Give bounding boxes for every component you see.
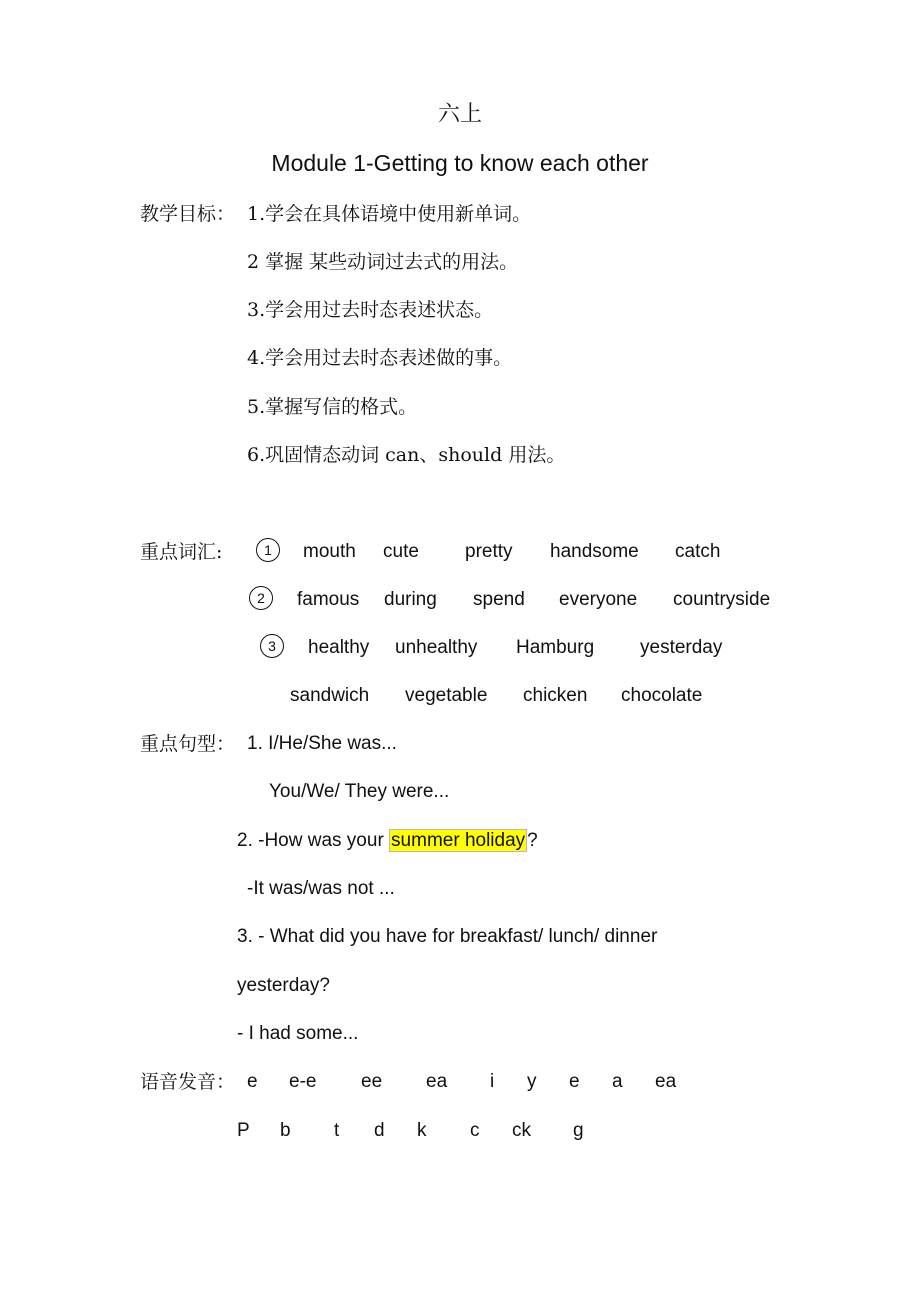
vocab-word: unhealthy xyxy=(395,637,478,658)
vocab-word: pretty xyxy=(465,541,513,562)
sentence-line: You/We/ They were... xyxy=(269,781,450,802)
phonics-vowel: i xyxy=(490,1071,495,1092)
vocab-word: countryside xyxy=(673,589,771,610)
vocab-word: everyone xyxy=(559,589,638,610)
vocab-word: catch xyxy=(675,541,721,562)
vocab-word: cute xyxy=(383,541,419,562)
grade-title: 六上 xyxy=(437,102,482,127)
sentence-line xyxy=(237,829,538,853)
vocab-word: sandwich xyxy=(290,685,370,706)
sentences-label: 重点句型： xyxy=(140,733,236,755)
vocab-word: yesterday xyxy=(640,637,723,658)
vocab-word: handsome xyxy=(550,541,639,562)
phonics-consonant: ck xyxy=(512,1120,531,1141)
objective-item: 1.学会在具体语境中使用新单词。 xyxy=(247,203,532,225)
sentence-line: yesterday? xyxy=(237,975,330,996)
vocab-word: famous xyxy=(297,589,360,610)
vocab-word: during xyxy=(384,589,437,610)
highlighted-phrase: summer holiday xyxy=(391,830,526,851)
phonics-consonant: t xyxy=(334,1120,340,1141)
module-title: Module 1-Getting to know each other xyxy=(271,150,649,176)
objective-item: 4.学会用过去时态表述做的事。 xyxy=(247,347,513,369)
objective-item: 5.掌握写信的格式。 xyxy=(247,396,418,418)
phonics-consonant: g xyxy=(573,1120,584,1141)
sentence-line: - I had some... xyxy=(237,1023,359,1044)
objective-item: 6.巩固情态动词 can、should 用法。 xyxy=(247,444,566,466)
sentence-line: -It was/was not ... xyxy=(247,878,395,899)
vocab-word: vegetable xyxy=(405,685,488,706)
phonics-consonant: b xyxy=(280,1120,291,1141)
group-marker-1: 1 xyxy=(256,538,280,562)
phonics-label: 语音发音： xyxy=(140,1071,236,1093)
sentence-line: 3. - What did you have for breakfast/ lunch/ dinner xyxy=(237,926,658,947)
phonics-vowel: ee xyxy=(361,1071,383,1092)
phonics-vowel: ea xyxy=(426,1071,448,1092)
objective-item: 3.学会用过去时态表述状态。 xyxy=(247,299,494,321)
vocab-word: healthy xyxy=(308,637,370,658)
objective-item: 2 掌握 某些动词过去式的用法。 xyxy=(247,251,519,273)
sentence-text: 2. -How was your xyxy=(237,830,390,851)
sentence-line: 1. I/He/She was... xyxy=(247,733,397,754)
vocab-word: chicken xyxy=(523,685,588,706)
phonics-vowel: ea xyxy=(655,1071,677,1092)
vocab-word: Hamburg xyxy=(516,637,595,658)
vocabulary-label: 重点词汇: xyxy=(140,541,223,563)
phonics-consonant: P xyxy=(237,1120,250,1141)
phonics-vowel: a xyxy=(612,1071,623,1092)
phonics-vowel: e xyxy=(569,1071,580,1092)
phonics-vowel: y xyxy=(527,1071,537,1092)
sentence-text: ? xyxy=(527,830,538,851)
phonics-consonant: d xyxy=(374,1120,385,1141)
objectives-label: 教学目标： xyxy=(140,203,236,225)
phonics-vowel: e xyxy=(247,1071,258,1092)
vocab-word: spend xyxy=(473,589,525,610)
phonics-consonant: c xyxy=(470,1120,480,1141)
vocab-word: mouth xyxy=(303,541,356,562)
group-marker-3: 3 xyxy=(260,634,284,658)
phonics-consonant: k xyxy=(417,1120,427,1141)
phonics-vowel: e-e xyxy=(289,1071,317,1092)
vocab-word: chocolate xyxy=(621,685,703,706)
group-marker-2: 2 xyxy=(249,586,273,610)
